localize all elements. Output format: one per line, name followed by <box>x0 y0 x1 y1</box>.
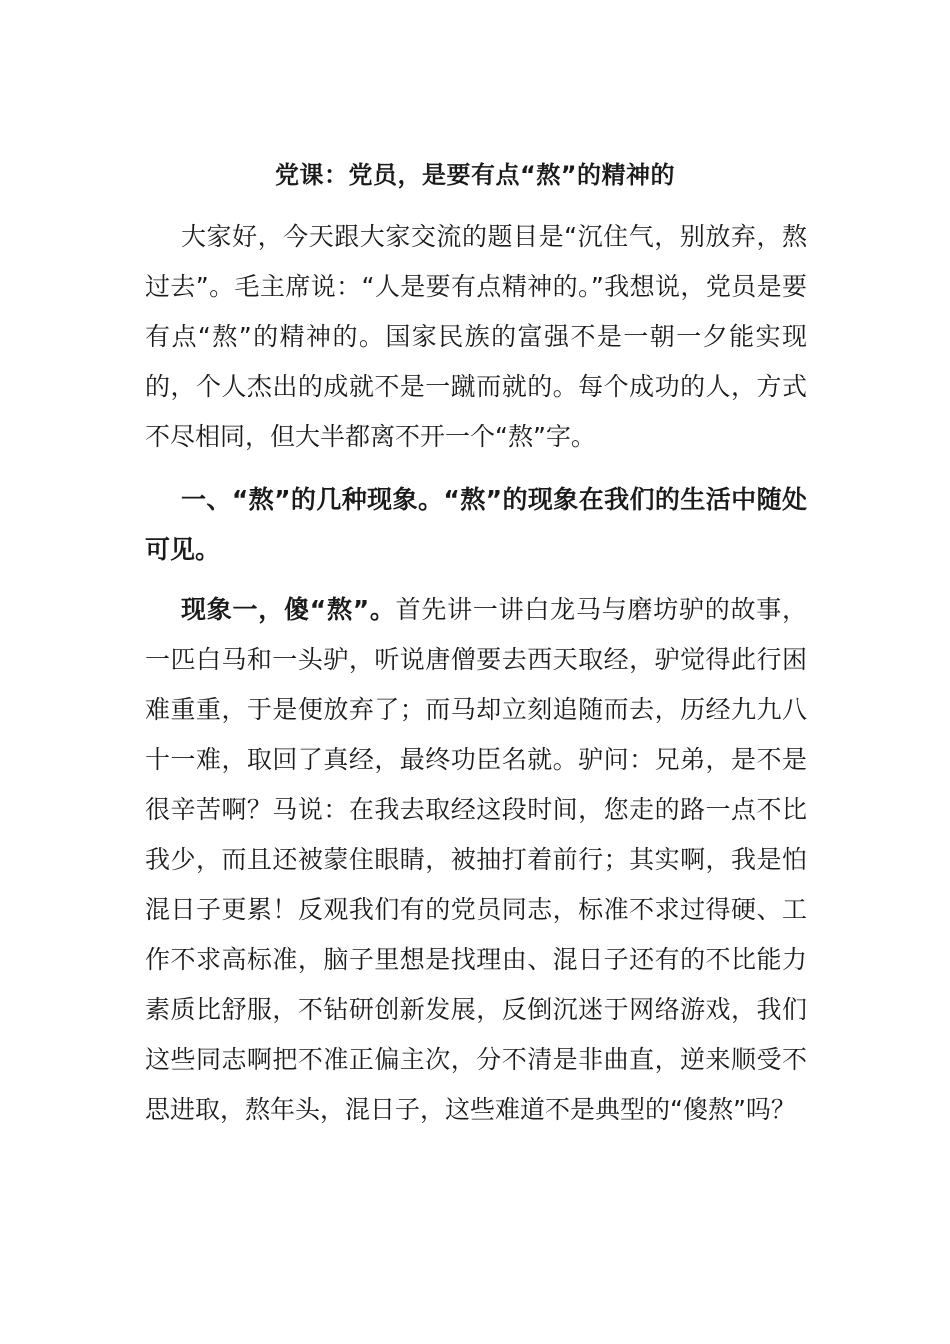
intro-paragraph: 大家好，今天跟大家交流的题目是“沉住气，别放弃，熬过去”。毛主席说：“人是要有点精神的。”我想说，党员是要有点“熬”的精神的。国家民族的富强不是一朝一夕能实现的，个人杰出的成就不是一蹴而就的。每个成功的人，方式不尽相同，但大半都离不开一个“熬”字。 <box>145 222 807 451</box>
document-title: 党课：党员，是要有点“熬”的精神的 <box>274 161 676 189</box>
phenomenon-body: 首先讲一讲白龙马与磨坊驴的故事，一匹白马和一头驴，听说唐僧要去西天取经，驴觉得此行困难重重，于是便放弃了；而马却立刻追随而去，历经九九八十一难，取回了真经，最终功臣名就。驴问：兄弟，是不是很辛苦啊？马说：在我去取经这段时间，您走的路一点不比我少，而且还被蒙住眼睛，被抽打着前行；其实啊，我是怕混日子更累！反观我们有的党员同志，标准不求过得硬、工作不求高标准，脑子里想是找理由、混日子还有的不比能力素质比舒服，不钻研创新发展，反倒沉迷于网络游戏，我们这些同志啊把不准正偏主次，分不清是非曲直，逆来顺受不思进取，熬年头，混日子，这些难道不是典型的“傻熬”吗？ <box>145 595 807 1124</box>
section-heading: 一、“熬”的几种现象。“熬”的现象在我们的生活中随处可见。 <box>145 485 807 564</box>
phenomenon-lead: 现象一，傻“熬”。 <box>181 595 396 624</box>
phenomenon-paragraph <box>145 585 807 1135</box>
